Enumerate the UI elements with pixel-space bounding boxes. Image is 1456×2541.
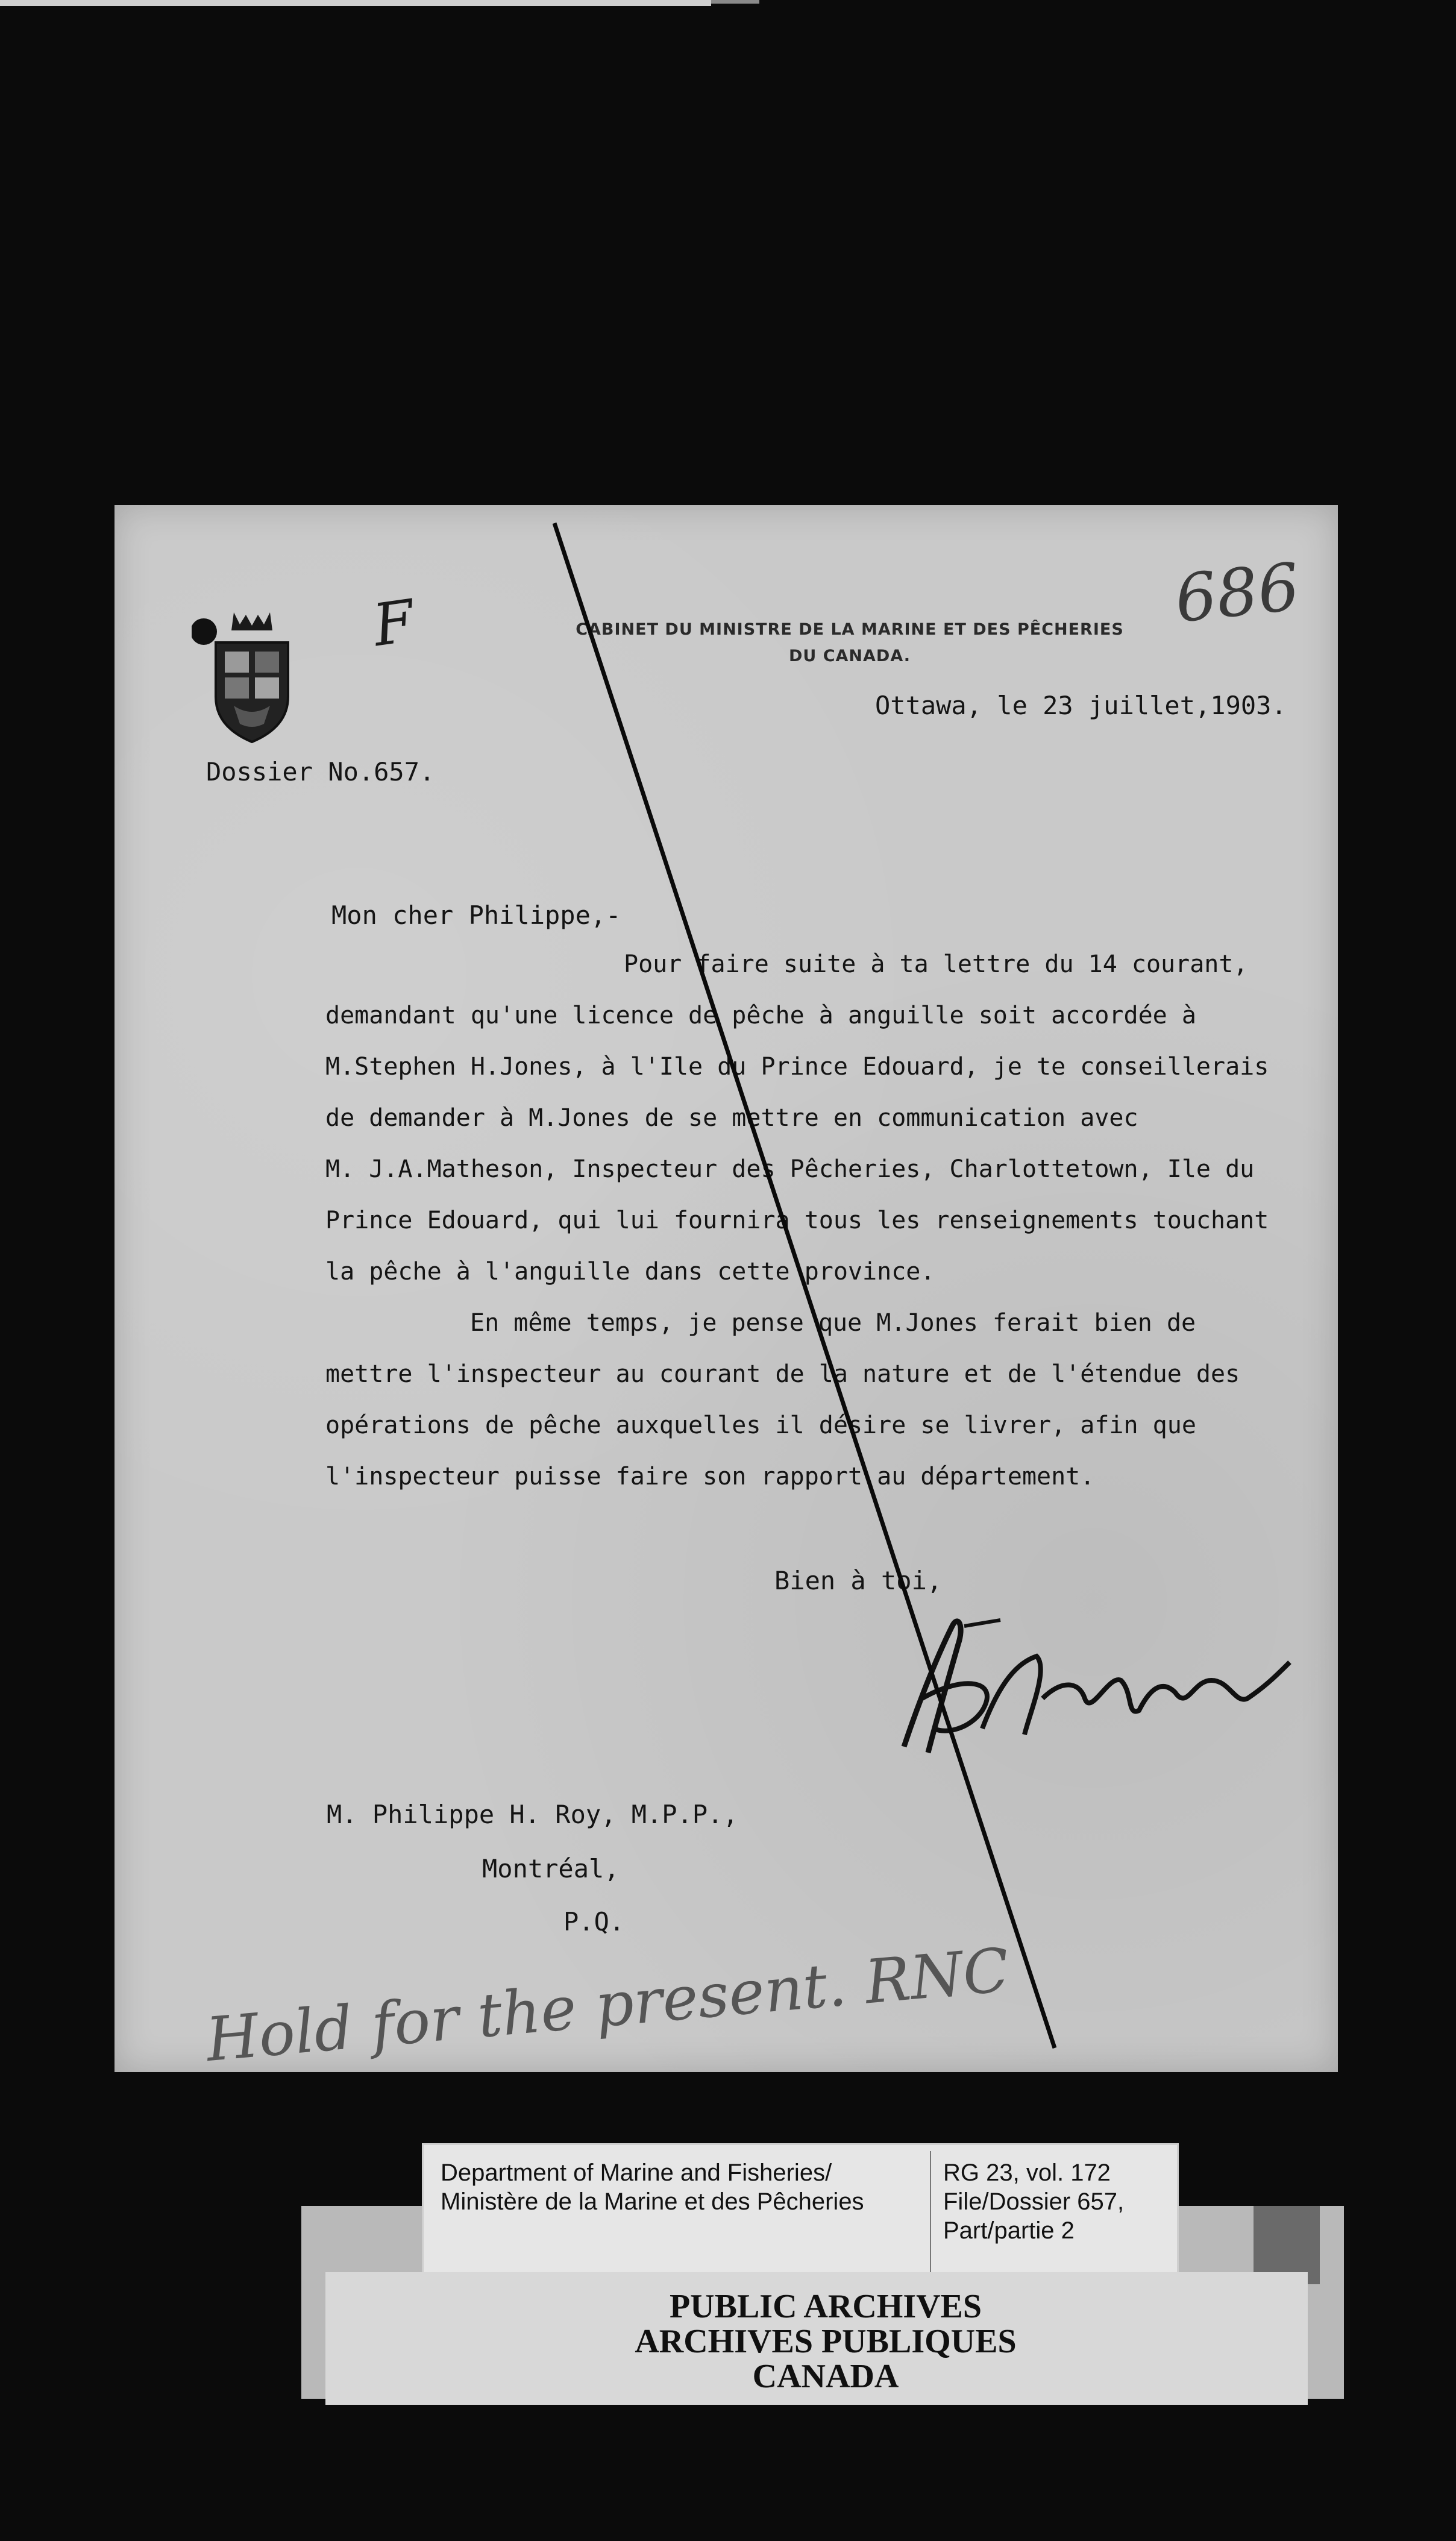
- reference-line: File/Dossier 657,: [943, 2188, 1125, 2215]
- body-line: la pêche à l'anguille dans cette province.: [325, 1258, 935, 1286]
- department-line: Ministère de la Marine et des Pêcheries: [441, 2188, 864, 2215]
- dossier-number: Dossier No.657.: [206, 757, 435, 787]
- label-divider: [930, 2151, 931, 2278]
- letterhead-line-1: CABINET DU MINISTRE DE LA MARINE ET DES PÊCHERIES: [576, 620, 1124, 639]
- body-line: Pour faire suite à ta lettre du 14 courant,: [624, 950, 1248, 978]
- handwritten-mark: F: [369, 586, 419, 660]
- body-line: M. J.A.Matheson, Inspecteur des Pêcheries, Charlottetown, Ile du: [325, 1155, 1255, 1183]
- body-line: opérations de pêche auxquelles il désire se livrer, afin que: [325, 1412, 1196, 1439]
- letter-date: Ottawa, le 23 juillet,1903.: [875, 691, 1287, 720]
- department-name: [441, 2158, 864, 2216]
- closing: Bien à toi,: [774, 1566, 943, 1595]
- film-edge-top: [0, 0, 711, 6]
- handwritten-annotation: Hold for the present. RNC: [203, 1934, 1012, 2076]
- body-line: demandant qu'une licence de pêche à anguille soit accordée à: [325, 1002, 1196, 1029]
- stamp-line: PUBLIC ARCHIVES: [669, 2288, 982, 2325]
- public-archives-stamp: [603, 2289, 1049, 2394]
- reference-line: RG 23, vol. 172: [943, 2159, 1111, 2186]
- body-line: de demander à M.Jones de se mettre en communication avec: [325, 1104, 1138, 1132]
- addressee-city: Montréal,: [482, 1854, 620, 1883]
- department-line: Department of Marine and Fisheries/: [441, 2159, 832, 2186]
- stamp-line: CANADA: [752, 2358, 899, 2395]
- coat-of-arms-icon: [192, 606, 312, 745]
- body-line: mettre l'inspecteur au courant de la nature et de l'étendue des: [325, 1360, 1240, 1388]
- stamp-line: ARCHIVES PUBLIQUES: [635, 2323, 1017, 2360]
- addressee-province: P.Q.: [563, 1907, 625, 1936]
- signature: [880, 1590, 1302, 1771]
- body-line: En même temps, je pense que M.Jones ferait bien de: [470, 1309, 1196, 1337]
- folio-number: 686: [1172, 549, 1304, 638]
- reference-line: Part/partie 2: [943, 2217, 1075, 2244]
- letterhead-line-2: DU CANADA.: [788, 647, 911, 665]
- salutation: Mon cher Philippe,-: [331, 900, 621, 930]
- letterhead: [533, 617, 1166, 670]
- addressee-name: M. Philippe H. Roy, M.P.P.,: [327, 1800, 738, 1829]
- archive-reference-label: [422, 2143, 1179, 2285]
- body-line: l'inspecteur puisse faire son rapport au département.: [325, 1463, 1095, 1490]
- archive-reference: [943, 2158, 1124, 2245]
- body-line: Prince Edouard, qui lui fournira tous les renseignements touchant: [325, 1207, 1269, 1234]
- letter-body: [325, 939, 1296, 1503]
- letter-page: [115, 505, 1338, 2076]
- film-edge-top-2: [711, 0, 759, 4]
- body-line: M.Stephen H.Jones, à l'Ile du Prince Edouard, je te conseillerais: [325, 1053, 1269, 1081]
